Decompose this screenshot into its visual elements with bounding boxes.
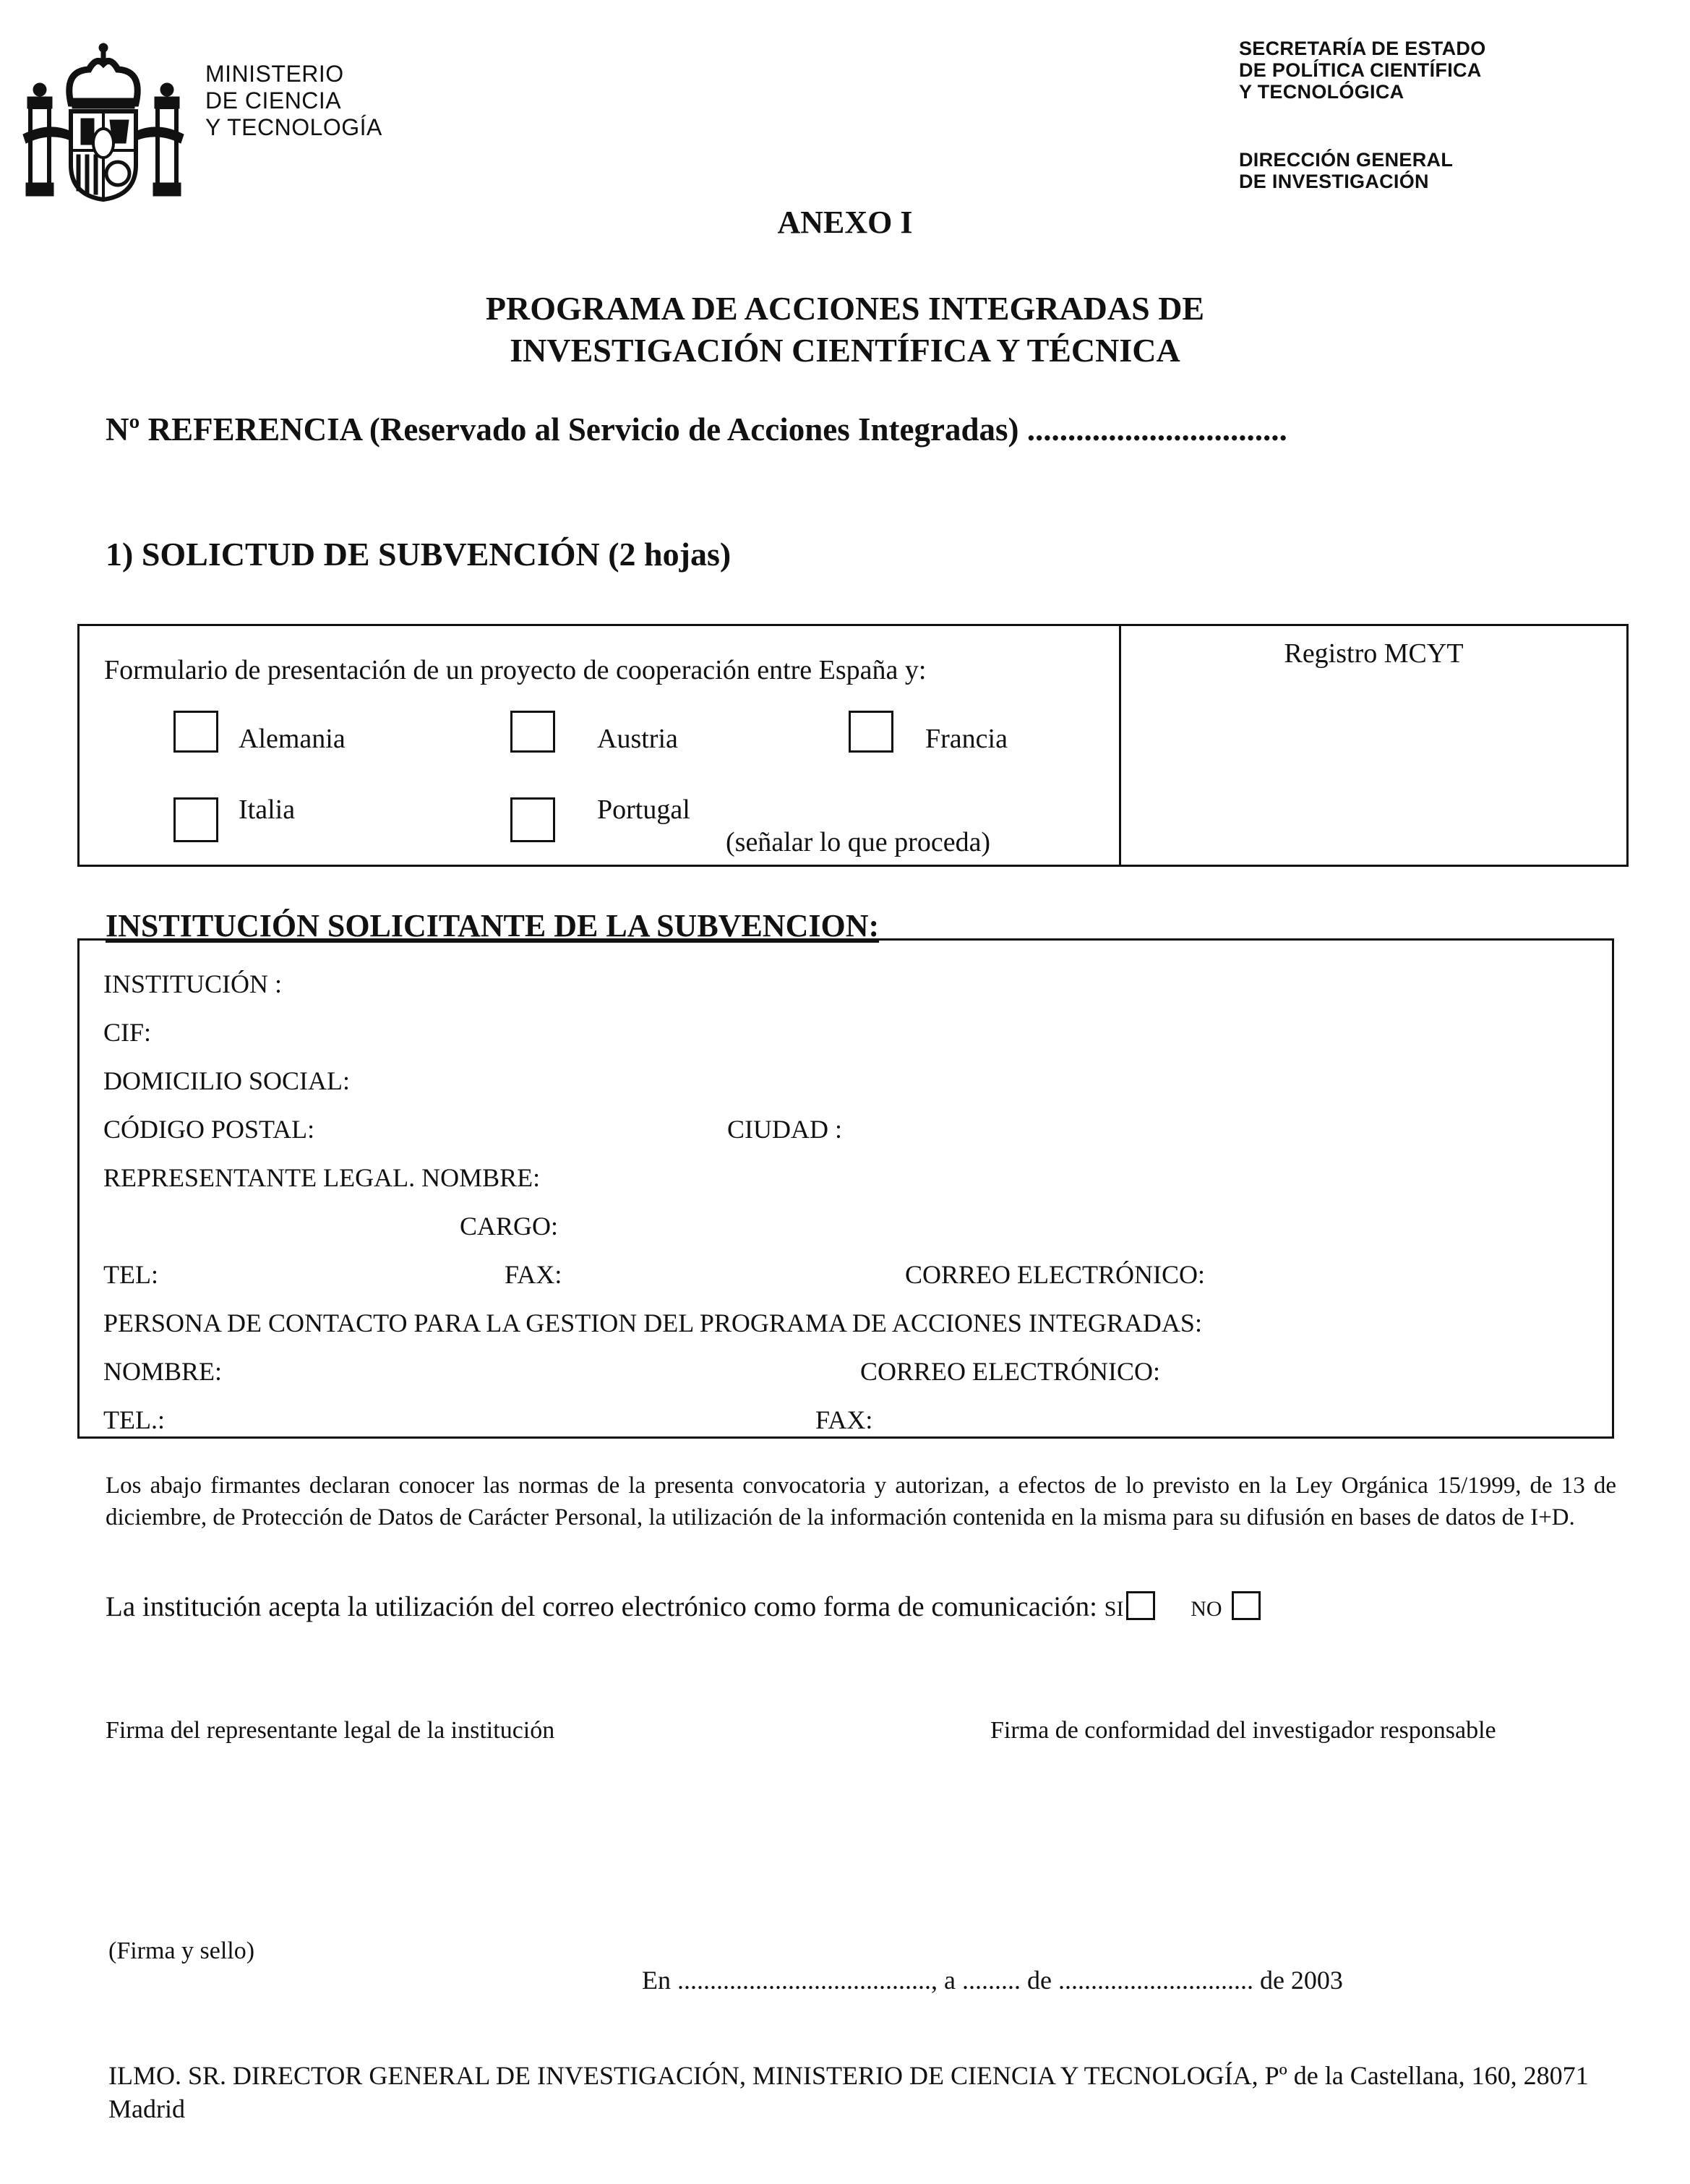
secretaria-name: SECRETARÍA DE ESTADO DE POLÍTICA CIENTÍFICA Y TECNOLÓGICA [1239,38,1486,103]
email-acceptance-text: La institución acepta la utilización del correo electrónico como forma de comunicación: [106,1591,1098,1622]
reference-number-field[interactable]: Nº REFERENCIA (Reservado al Servicio de Acciones Integradas) ................................ [106,411,1287,447]
investigator-signature-label: Firma de conformidad del investigador responsable [990,1717,1496,1744]
field-contact-correo[interactable]: CORREO ELECTRÓNICO: [860,1357,1161,1386]
ministry-name: MINISTERIO DE CIENCIA Y TECNOLOGÍA [205,61,382,140]
field-fax[interactable]: FAX: [505,1260,562,1289]
data-protection-declaration: Los abajo firmantes declaran conocer las normas de la presenta convocatoria y autorizan, a efectos de lo previsto en la Ley Orgánica 15/1999, de 13 de diciembre, de Protección de Datos de Carácter Personal, la utilización de la información contenida en la misma para su difusión en bases de datos de I+D. [106,1473,1616,1530]
coat-of-arms-icon [20,42,186,205]
selection-hint: (señalar lo que proceda) [726,827,991,857]
label-portugal: Portugal [597,795,690,825]
direccion-name: DIRECCIÓN GENERAL DE INVESTIGACIÓN [1239,149,1454,192]
field-cargo[interactable]: CARGO: [460,1212,559,1241]
field-tel[interactable]: TEL: [103,1260,158,1289]
program-title: PROGRAMA DE ACCIONES INTEGRADAS DE INVESTIGACIÓN CIENTÍFICA Y TÉCNICA [485,290,1205,369]
field-representante[interactable]: REPRESENTANTE LEGAL. NOMBRE: [103,1163,541,1192]
checkbox-alemania[interactable] [173,711,218,753]
yes-label: SI [1104,1597,1124,1621]
field-correo[interactable]: CORREO ELECTRÓNICO: [905,1260,1206,1289]
field-domicilio[interactable]: DOMICILIO SOCIAL: [103,1066,350,1095]
label-alemania: Alemania [239,724,346,754]
no-label: NO [1191,1597,1222,1621]
section-title: 1) SOLICTUD DE SUBVENCIÓN (2 hojas) [106,536,732,573]
label-italia: Italia [239,795,296,825]
checkbox-francia[interactable] [849,711,893,753]
field-contact-nombre[interactable]: NOMBRE: [103,1357,223,1386]
field-cif[interactable]: CIF: [103,1018,152,1047]
checkbox-portugal[interactable] [510,797,555,842]
registry-label: Registro MCYT [1284,638,1464,669]
field-ciudad[interactable]: CIUDAD : [727,1115,842,1144]
field-contact-fax[interactable]: FAX: [815,1405,873,1434]
email-acceptance-row [106,1590,1261,1623]
label-francia: Francia [925,724,1008,754]
checkbox-yes[interactable] [1126,1591,1155,1620]
field-codigo-postal[interactable]: CÓDIGO POSTAL: [103,1115,315,1144]
field-institucion[interactable]: INSTITUCIÓN : [103,969,282,998]
legal-rep-signature-label: Firma del representante legal de la institución [106,1717,555,1744]
checkbox-no[interactable] [1232,1591,1261,1620]
contact-person-label: PERSONA DE CONTACTO PARA LA GESTION DEL PROGRAMA DE ACCIONES INTEGRADAS: [103,1309,1202,1337]
form-intro-text: Formulario de presentación de un proyecto de cooperación entre España y: [104,655,927,685]
addressee: ILMO. SR. DIRECTOR GENERAL DE INVESTIGACIÓN, MINISTERIO DE CIENCIA Y TECNOLOGÍA, Pº de la Castellana, 160, 28071 Madrid [108,2061,1589,2123]
date-place-field[interactable]: En ......................................., a ......... de .............................. de 2003 [642,1966,1343,1995]
checkbox-austria[interactable] [510,711,555,753]
checkbox-italia[interactable] [173,797,218,842]
institution-heading: INSTITUCIÓN SOLICITANTE DE LA SUBVENCION: [106,908,880,943]
stamp-label: (Firma y sello) [108,1937,255,1964]
annex-title: ANEXO I [777,205,913,240]
field-contact-tel[interactable]: TEL.: [103,1405,165,1434]
label-austria: Austria [597,724,678,754]
